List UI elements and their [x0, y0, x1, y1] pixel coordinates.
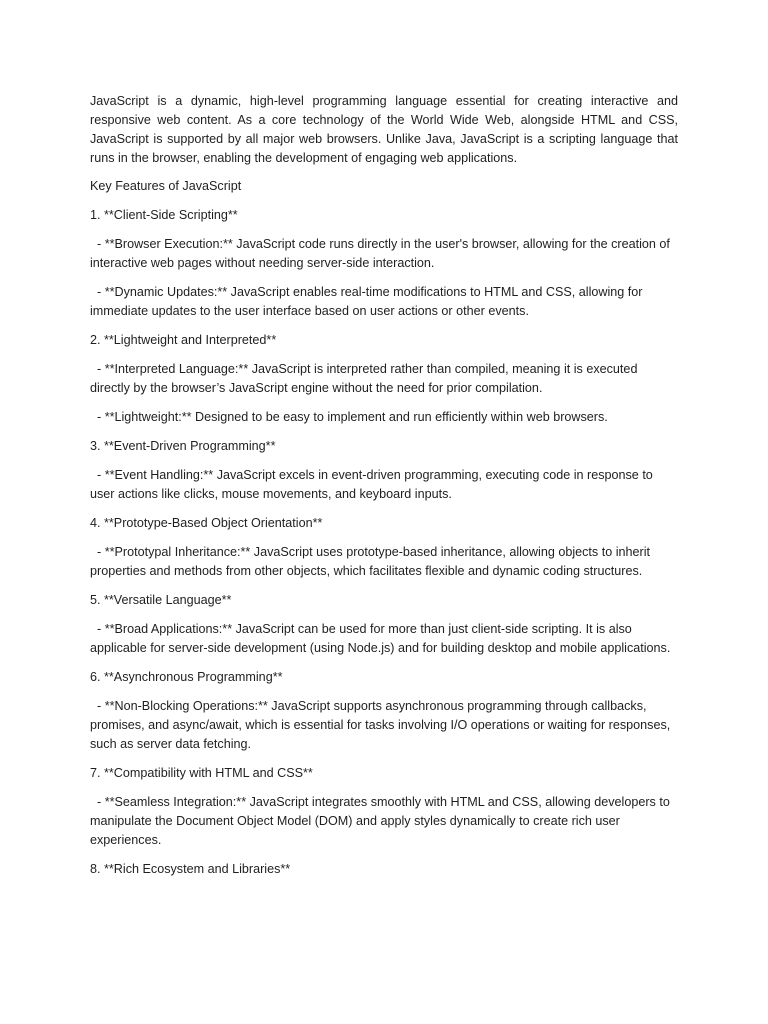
section-heading: 2. **Lightweight and Interpreted** [90, 333, 277, 347]
feature-section [90, 514, 678, 581]
feature-section [90, 591, 678, 658]
section-heading: 7. **Compatibility with HTML and CSS** [90, 766, 313, 780]
section-bullet: - **Prototypal Inheritance:** JavaScript uses prototype-based inheritance, allowing objects to inherit properties and methods from other objects, which facilitates flexible and dynamic coding structures. [90, 545, 654, 578]
section-heading: 4. **Prototype-Based Object Orientation** [90, 516, 323, 530]
feature-sections [90, 206, 678, 879]
section-heading: 3. **Event-Driven Programming** [90, 439, 276, 453]
section-heading: 8. **Rich Ecosystem and Libraries** [90, 862, 291, 876]
feature-section [90, 437, 678, 504]
section-bullet: - **Non-Blocking Operations:** JavaScript supports asynchronous programming through callbacks, promises, and async/await, which is essential for tasks involving I/O operations or waiting for responses, such as server data fetching. [90, 699, 674, 751]
feature-section [90, 764, 678, 850]
section-heading: 6. **Asynchronous Programming** [90, 670, 283, 684]
section-bullet: - **Seamless Integration:** JavaScript integrates smoothly with HTML and CSS, allowing developers to manipulate the Document Object Model (DOM) and apply styles dynamically to create rich user experiences. [90, 795, 674, 847]
document-page [90, 92, 678, 889]
feature-section [90, 206, 678, 321]
feature-section [90, 331, 678, 427]
section-heading: 5. **Versatile Language** [90, 593, 232, 607]
section-heading: 1. **Client-Side Scripting** [90, 208, 238, 222]
section-bullet: - **Event Handling:** JavaScript excels in event-driven programming, executing code in response to user actions like clicks, mouse movements, and keyboard inputs. [90, 468, 657, 501]
section-bullet: - **Lightweight:** Designed to be easy to implement and run efficiently within web browsers. [90, 410, 608, 424]
feature-section [90, 860, 678, 879]
feature-section [90, 668, 678, 754]
section-bullet: - **Dynamic Updates:** JavaScript enables real-time modifications to HTML and CSS, allowing for immediate updates to the user interface based on user actions or other events. [90, 285, 646, 318]
section-bullet: - **Broad Applications:** JavaScript can be used for more than just client-side scripting. It is also applicable for server-side development (using Node.js) and for building desktop and mobile applications. [90, 622, 671, 655]
intro-paragraph: JavaScript is a dynamic, high-level programming language essential for creating interactive and responsive web content. As a core technology of the World Wide Web, alongside HTML and CSS, JavaScript is supported by all major web browsers. Unlike Java, JavaScript is a scripting language that runs in the browser, enabling the development of engaging web applications. [90, 94, 678, 165]
section-bullet: - **Browser Execution:** JavaScript code runs directly in the user's browser, allowing for the creation of interactive web pages without needing server-side interaction. [90, 237, 674, 270]
key-features-heading: Key Features of JavaScript [90, 179, 242, 193]
section-bullet: - **Interpreted Language:** JavaScript is interpreted rather than compiled, meaning it is executed directly by the browser’s JavaScript engine without the need for prior compilation. [90, 362, 641, 395]
